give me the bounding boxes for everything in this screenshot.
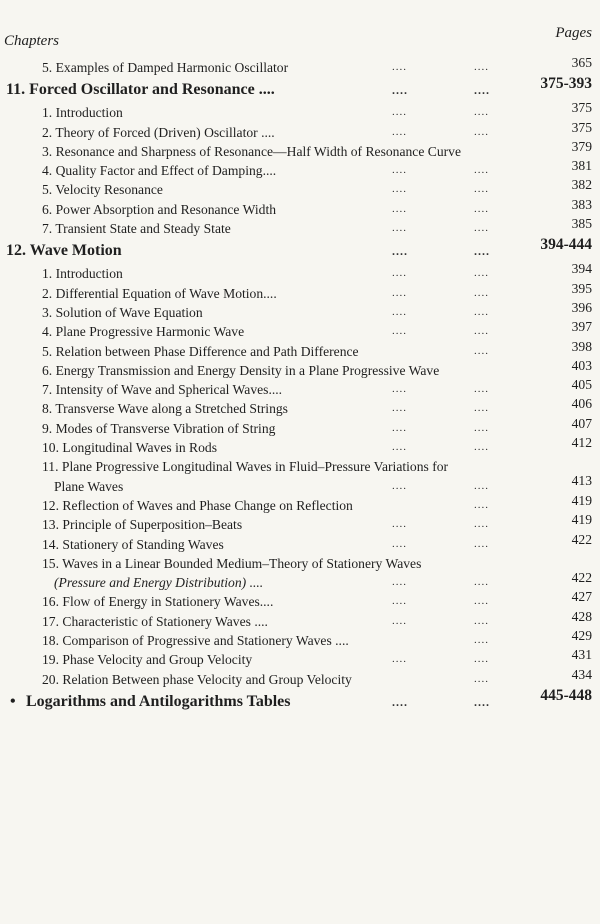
toc-entry — [0, 280, 600, 303]
page-number: 375 — [571, 100, 592, 116]
toc-entry — [0, 138, 600, 161]
page-number: 422 — [571, 569, 592, 585]
entry-title: 4. Plane Progressive Harmonic Wave — [42, 324, 245, 340]
page-number: 394 — [571, 261, 592, 277]
entry-title-continued: (Pressure and Energy Distribution) .... — [54, 575, 264, 591]
entry-title: 3. Solution of Wave Equation — [42, 304, 203, 320]
page-number: 383 — [571, 196, 592, 212]
toc-entry — [0, 554, 600, 593]
entry-title: 2. Differential Equation of Wave Motion.... — [42, 285, 277, 301]
page-number: 427 — [571, 589, 592, 605]
leader-dots: .... — [392, 576, 407, 589]
page-number: 434 — [571, 666, 592, 682]
entry-title: 12. Wave Motion — [6, 242, 122, 260]
page-number: 381 — [571, 158, 592, 174]
entry-title: 5. Velocity Resonance — [42, 182, 163, 198]
leader-dots: .... — [392, 325, 407, 338]
page-number: 365 — [571, 55, 592, 70]
page-number: 419 — [571, 492, 592, 508]
entry-title: 14. Stationery of Standing Waves — [42, 536, 224, 552]
page-number: 396 — [571, 299, 592, 315]
toc-entry — [0, 261, 600, 283]
toc-appendix — [0, 686, 600, 715]
leader-dots: .... — [474, 479, 489, 492]
toc-entry — [0, 55, 600, 77]
leader-dots: .... — [474, 106, 489, 119]
toc-entry — [0, 377, 600, 399]
leader-dots: .... — [392, 402, 407, 415]
leader-dots: .... — [474, 383, 489, 396]
leader-dots: .... — [474, 634, 489, 647]
entry-title: 11. Forced Oscillator and Resonance .... — [6, 81, 275, 99]
leader-dots: .... — [474, 402, 489, 415]
entry-title: 1. Introduction — [42, 105, 123, 121]
toc-entry — [0, 647, 600, 669]
page-number: 431 — [571, 647, 592, 663]
leader-dots: .... — [474, 576, 489, 589]
toc-entry — [0, 415, 600, 438]
toc-entry — [0, 338, 600, 361]
toc-entry — [0, 119, 600, 142]
entry-title: 18. Comparison of Progressive and Stationery Waves .... — [42, 633, 349, 649]
toc-entry — [0, 512, 600, 534]
leader-dots: .... — [474, 653, 489, 666]
entry-title: Logarithms and Antilogarithms Tables — [26, 692, 291, 710]
leader-dots: .... — [474, 595, 489, 608]
page-number: 398 — [571, 338, 592, 354]
entry-title: 8. Transverse Wave along a Stretched Strings — [42, 401, 288, 417]
leader-dots: .... — [392, 653, 407, 666]
entry-title-continued: Plane Waves — [54, 478, 124, 494]
leader-dots: .... — [474, 202, 489, 215]
leader-dots: .... — [392, 267, 407, 280]
leader-dots: .... — [474, 441, 489, 454]
entry-title: 2. Theory of Forced (Driven) Oscillator .... — [42, 124, 275, 140]
leader-dots: .... — [474, 125, 489, 138]
leader-dots: .... — [392, 305, 407, 318]
leader-dots: .... — [392, 518, 407, 531]
leader-dots: .... — [392, 383, 407, 396]
entry-title: 13. Principle of Superposition–Beats — [42, 517, 243, 533]
leader-dots: .... — [474, 344, 489, 357]
entry-title: 9. Modes of Transverse Vibration of String — [42, 420, 276, 436]
entry-title: 6. Energy Transmission and Energy Density in a Plane Progressive Wave — [42, 362, 440, 378]
toc-entry — [0, 357, 600, 380]
toc-entry — [0, 299, 600, 322]
toc-chapter — [0, 77, 600, 103]
leader-dots: .... — [392, 202, 407, 215]
entry-title: 17. Characteristic of Stationery Waves .... — [42, 613, 268, 629]
leader-dots: .... — [474, 305, 489, 318]
leader-dots: .... — [392, 441, 407, 454]
page-number: 375 — [571, 119, 592, 135]
leader-dots: .... — [474, 83, 490, 98]
page-number: 445-448 — [540, 686, 592, 704]
leader-dots: .... — [392, 614, 407, 627]
entry-title: 1. Introduction — [42, 266, 123, 282]
leader-dots: .... — [392, 694, 408, 709]
entry-title: 3. Resonance and Sharpness of Resonance—Half Width of Resonance Curve — [42, 143, 461, 159]
page-number: 428 — [571, 608, 592, 624]
toc-entry — [0, 608, 600, 631]
entry-title: 15. Waves in a Linear Bounded Medium–Theory of Stationery Waves — [42, 555, 422, 571]
page-number: 422 — [571, 531, 592, 547]
entry-title: 7. Intensity of Wave and Spherical Waves.... — [42, 382, 283, 398]
toc-entry — [0, 396, 600, 418]
page-number: 429 — [571, 628, 592, 644]
page-number: 394-444 — [540, 236, 592, 254]
toc-entry — [0, 589, 600, 611]
page-number: 375-393 — [540, 75, 592, 93]
entry-title: 6. Power Absorption and Resonance Width — [42, 201, 277, 217]
toc-entry — [0, 319, 600, 341]
leader-dots: .... — [392, 183, 407, 196]
toc-entry — [0, 158, 600, 180]
leader-dots: .... — [392, 595, 407, 608]
page-number: 407 — [571, 415, 592, 431]
leader-dots: .... — [474, 61, 489, 73]
toc-entry — [0, 628, 600, 650]
page-number: 382 — [571, 177, 592, 193]
leader-dots: .... — [392, 222, 407, 235]
toc-entry — [0, 435, 600, 457]
leader-dots: .... — [474, 537, 489, 550]
page-number: 397 — [571, 319, 592, 335]
toc-entry — [0, 492, 600, 515]
toc-chapter — [0, 238, 600, 264]
toc-entry — [0, 457, 600, 496]
page-number: 403 — [571, 357, 592, 373]
pages-heading: Pages — [555, 25, 592, 41]
entry-title: 12. Reflection of Waves and Phase Change on Reflection — [42, 497, 353, 513]
leader-dots: .... — [392, 61, 407, 73]
leader-dots: .... — [474, 518, 489, 531]
page-number: 385 — [571, 216, 592, 232]
chapters-heading: Chapters — [4, 33, 60, 49]
toc-entry — [0, 100, 600, 122]
leader-dots: .... — [474, 222, 489, 235]
leader-dots: .... — [392, 537, 407, 550]
leader-dots: .... — [474, 672, 489, 685]
leader-dots: .... — [474, 164, 489, 177]
toc-entry — [0, 666, 600, 689]
entry-title: 19. Phase Velocity and Group Velocity — [42, 652, 253, 668]
leader-dots: .... — [474, 267, 489, 280]
leader-dots: .... — [474, 325, 489, 338]
leader-dots: .... — [392, 83, 408, 98]
entry-title: 7. Transient State and Steady State — [42, 221, 231, 237]
entry-title: 4. Quality Factor and Effect of Damping.... — [42, 163, 277, 179]
leader-dots: .... — [474, 286, 489, 299]
entry-title: 5. Examples of Damped Harmonic Oscillator — [42, 60, 289, 75]
leader-dots: .... — [392, 164, 407, 177]
leader-dots: .... — [392, 244, 408, 259]
leader-dots: .... — [392, 106, 407, 119]
toc-entry — [0, 531, 600, 554]
table-of-contents — [0, 55, 600, 715]
leader-dots: .... — [474, 614, 489, 627]
leader-dots: .... — [474, 421, 489, 434]
page-number: 405 — [571, 377, 592, 393]
entry-title: 10. Longitudinal Waves in Rods — [42, 440, 217, 456]
bullet-icon: • — [10, 692, 16, 710]
leader-dots: .... — [474, 183, 489, 196]
page-number: 419 — [571, 512, 592, 528]
leader-dots: .... — [474, 244, 490, 259]
toc-entry — [0, 196, 600, 219]
entry-title: 5. Relation between Phase Difference and Path Difference — [42, 343, 359, 359]
leader-dots: .... — [392, 479, 407, 492]
page-number: 413 — [571, 473, 592, 489]
leader-dots: .... — [474, 498, 489, 511]
page-number: 406 — [571, 396, 592, 412]
entry-title: 16. Flow of Energy in Stationery Waves.... — [42, 594, 274, 610]
leader-dots: .... — [392, 286, 407, 299]
leader-dots: .... — [474, 694, 490, 709]
toc-entry — [0, 177, 600, 199]
toc-entry — [0, 216, 600, 238]
entry-title: 11. Plane Progressive Longitudinal Waves in Fluid–Pressure Variations for — [42, 459, 449, 475]
leader-dots: .... — [392, 125, 407, 138]
page-number: 412 — [571, 435, 592, 451]
leader-dots: .... — [392, 421, 407, 434]
entry-title: 20. Relation Between phase Velocity and Group Velocity — [42, 671, 352, 687]
page-number: 379 — [571, 138, 592, 154]
page-number: 395 — [571, 280, 592, 296]
